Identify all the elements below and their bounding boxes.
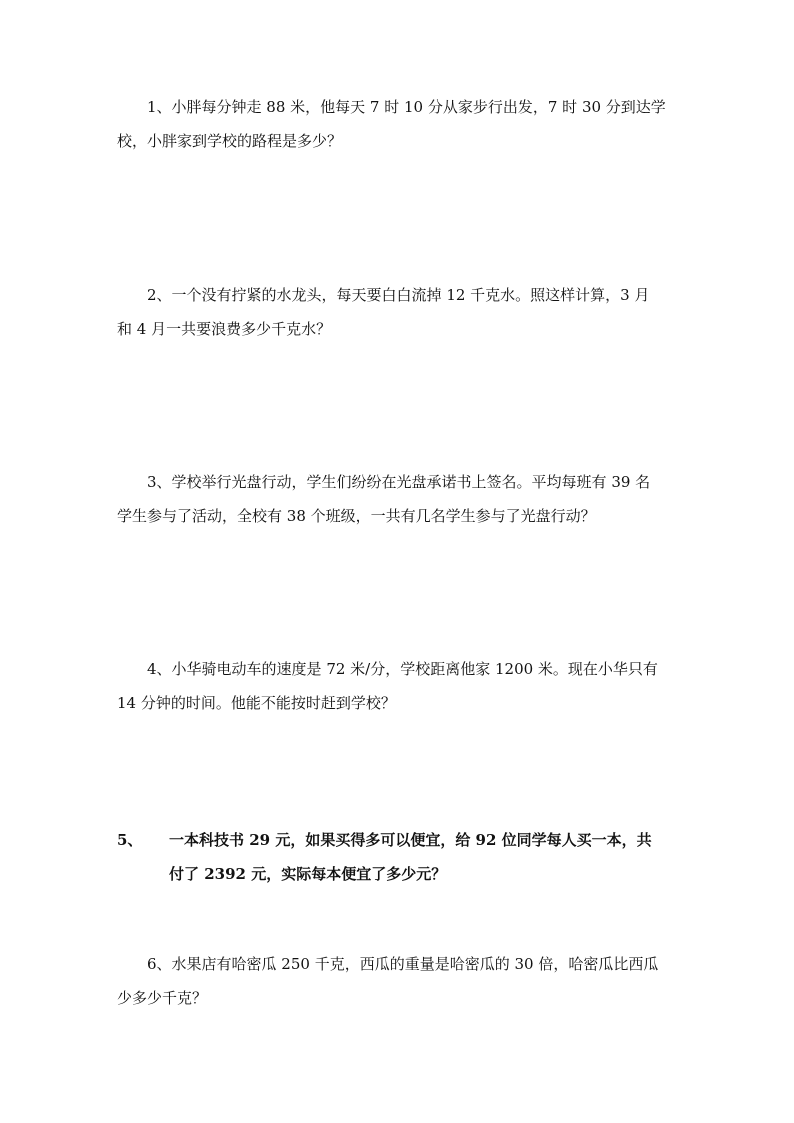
question-1-line-2: 校，小胖家到学校的路程是多少？ [117,132,343,150]
question-2 [117,278,677,346]
question-6-line-2: 少多少千克？ [117,989,208,1007]
question-5-line-2: 付了 2392 元，实际每本便宜了多少元？ [169,865,447,883]
question-4-line-1: 4、小华骑电动车的速度是 72 米/分，学校距离他家 1200 米。现在小华只有 [147,660,658,678]
question-3 [117,465,677,533]
question-1-line-1: 1、小胖每分钟走 88 米，他每天 7 时 10 分从家步行出发，7 时 30 分到达学 [147,98,666,116]
question-3-line-1: 3、学校举行光盘行动，学生们纷纷在光盘承诺书上签名。平均每班有 39 名 [147,473,651,491]
question-1 [117,90,677,158]
question-3-line-2: 学生参与了活动，全校有 38 个班级，一共有几名学生参与了光盘行动？ [117,507,596,525]
question-2-line-2: 和 4 月一共要浪费多少千克水？ [117,320,332,338]
question-5-body [117,823,677,891]
question-6 [117,947,677,1015]
question-4 [117,652,677,720]
question-4-line-2: 14 分钟的时间。他能不能按时赶到学校？ [117,694,396,712]
question-5 [117,823,677,891]
question-5-line-1: 一本科技书 29 元，如果买得多可以便宜，给 92 位同学每人买一本，共 [169,831,652,849]
question-2-line-1: 2、一个没有拧紧的水龙头，每天要白白流掉 12 千克水。照这样计算，3 月 [147,286,650,304]
question-6-line-1: 6、水果店有哈密瓜 250 千克，西瓜的重量是哈密瓜的 30 倍，哈密瓜比西瓜 [147,955,659,973]
question-5-number: 5、 [117,831,143,849]
